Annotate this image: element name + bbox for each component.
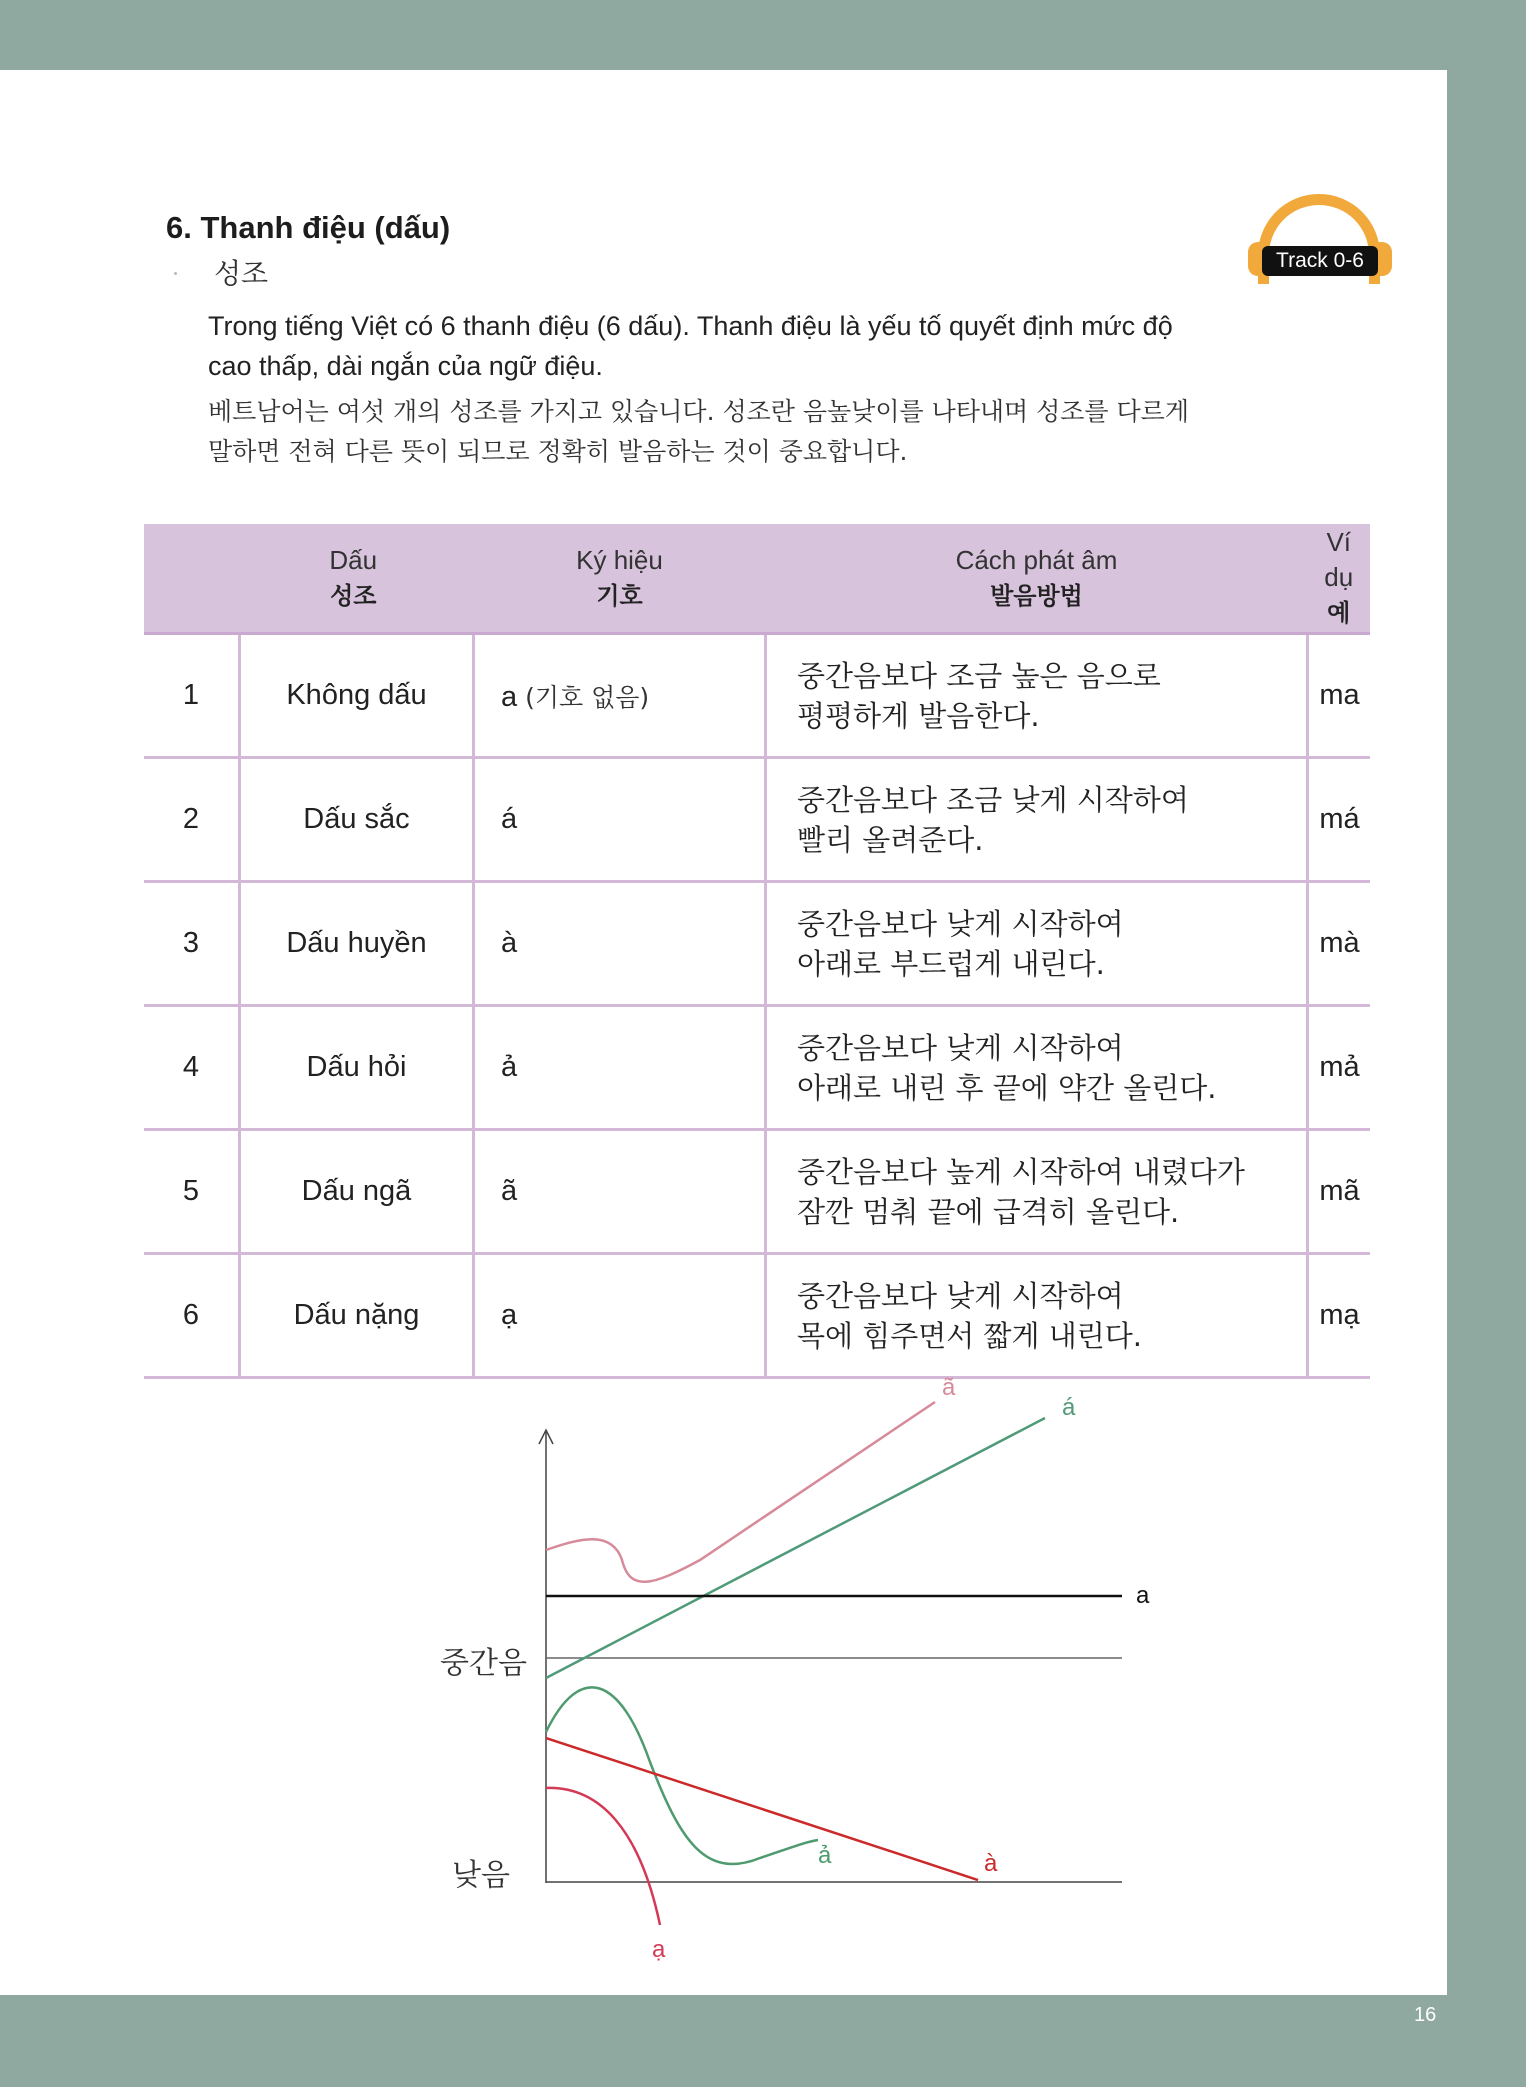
desc-line: 중간음보다 낮게 시작하여 — [797, 1278, 1124, 1313]
tone-symbol: á — [501, 803, 518, 835]
desc-line: 중간음보다 높게 시작하여 내렸다가 — [797, 1154, 1245, 1189]
desc-line: 중간음보다 조금 낮게 시작하여 — [797, 782, 1189, 817]
table-row — [144, 882, 1370, 1006]
header-cach — [766, 524, 1308, 634]
tone-name: Dấu ngã — [240, 1130, 474, 1254]
tone-table — [144, 524, 1370, 1379]
tone-symbol: ã — [501, 1175, 518, 1207]
header-kyhieu-ko: 기호 — [596, 581, 643, 610]
curve-label-huyen: à — [984, 1850, 998, 1877]
decorative-dot — [174, 272, 177, 275]
header-kyhieu-vi: Ký hiệu — [576, 544, 663, 575]
section-title: 6. Thanh điệu (dấu) — [166, 210, 451, 245]
desc-line: 빨리 올려준다. — [797, 822, 984, 857]
row-number: 6 — [144, 1254, 240, 1378]
page-number: 16 — [1414, 2004, 1437, 2026]
tone-name: Dấu sắc — [240, 758, 474, 882]
tone-name: Dấu huyền — [240, 882, 474, 1006]
table-row — [144, 1006, 1370, 1130]
intro-vietnamese — [208, 306, 1258, 386]
curve-label-sac: á — [1062, 1394, 1076, 1421]
tone-symbol-cell — [474, 758, 766, 882]
tone-description — [766, 1130, 1308, 1254]
tone-symbol: a — [501, 680, 518, 713]
tone-description — [766, 882, 1308, 1006]
section-subtitle: 성조 — [214, 257, 269, 290]
desc-line: 중간음보다 낮게 시작하여 — [797, 906, 1124, 941]
tone-example: mã — [1308, 1130, 1371, 1254]
header-vidu-vi: Ví dụ — [1324, 527, 1354, 592]
table-row — [144, 1254, 1370, 1378]
header-dau — [144, 524, 474, 634]
header-dau-vi: Dấu — [329, 544, 378, 575]
tone-symbol-cell — [474, 1130, 766, 1254]
tone-example: mà — [1308, 882, 1371, 1006]
intro-korean — [208, 392, 1258, 472]
intro-ko-line: 베트남어는 여섯 개의 성조를 가지고 있습니다. 성조란 음높낮이를 나타내며 성조를 다르게 — [208, 397, 1189, 426]
tone-name: Dấu nặng — [240, 1254, 474, 1378]
tone-example: ma — [1308, 634, 1371, 758]
desc-line: 아래로 부드럽게 내린다. — [797, 946, 1105, 981]
tone-example: má — [1308, 758, 1371, 882]
row-number: 1 — [144, 634, 240, 758]
table-row — [144, 758, 1370, 882]
tone-symbol: ả — [501, 1051, 518, 1083]
tone-symbol-cell — [474, 882, 766, 1006]
table-header-row — [144, 524, 1370, 634]
intro-vi-line: cao thấp, dài ngắn của ngữ điệu. — [208, 351, 603, 381]
curve-label-hoi: ả — [818, 1842, 832, 1869]
row-number: 3 — [144, 882, 240, 1006]
header-dau-ko: 성조 — [330, 581, 377, 610]
curve-label-nga: ã — [942, 1374, 956, 1401]
desc-line: 아래로 내린 후 끝에 약간 올린다. — [797, 1070, 1217, 1105]
desc-line: 평평하게 발음한다. — [797, 698, 1040, 733]
tone-example: mạ — [1308, 1254, 1371, 1378]
track-label: Track 0-6 — [1262, 246, 1378, 276]
row-number: 5 — [144, 1130, 240, 1254]
tone-symbol-cell — [474, 1254, 766, 1378]
intro-ko-line: 말하면 전혀 다른 뜻이 되므로 정확히 발음하는 것이 중요합니다. — [208, 437, 908, 466]
intro-vi-line: Trong tiếng Việt có 6 thanh điệu (6 dấu). Thanh điệu là yếu tố quyết định mức độ — [208, 311, 1173, 341]
y-label-mid: 중간음 — [440, 1646, 527, 1681]
desc-line: 잠깐 멈춰 끝에 급격히 올린다. — [797, 1194, 1180, 1229]
tone-description — [766, 634, 1308, 758]
tone-name: Dấu hỏi — [240, 1006, 474, 1130]
tone-symbol-cell — [474, 1006, 766, 1130]
table-row — [144, 1130, 1370, 1254]
header-cach-ko: 발음방법 — [990, 581, 1083, 610]
desc-line: 중간음보다 조금 높은 음으로 — [797, 658, 1161, 693]
tone-symbol: ạ — [501, 1299, 518, 1331]
curve-label-nang: ạ — [652, 1936, 666, 1963]
row-number: 2 — [144, 758, 240, 882]
tone-description — [766, 758, 1308, 882]
desc-line: 중간음보다 낮게 시작하여 — [797, 1030, 1124, 1065]
tone-name: Không dấu — [240, 634, 474, 758]
header-cach-vi: Cách phát âm — [955, 544, 1118, 575]
y-label-low: 낮음 — [452, 1858, 510, 1893]
tone-symbol-cell — [474, 634, 766, 758]
symbol-note: (기호 없음) — [517, 682, 650, 712]
desc-line: 목에 힘주면서 짧게 내린다. — [797, 1318, 1143, 1353]
tone-description — [766, 1254, 1308, 1378]
header-vidu — [1308, 524, 1371, 634]
row-number: 4 — [144, 1006, 240, 1130]
curve-label-ngang: a — [1136, 1582, 1150, 1609]
track-badge[interactable] — [1246, 190, 1396, 290]
header-vidu-ko: 예 — [1327, 599, 1351, 627]
tone-symbol: à — [501, 927, 518, 959]
tone-description — [766, 1006, 1308, 1130]
header-kyhieu — [474, 524, 766, 634]
tone-example: mả — [1308, 1006, 1371, 1130]
table-row — [144, 634, 1370, 758]
